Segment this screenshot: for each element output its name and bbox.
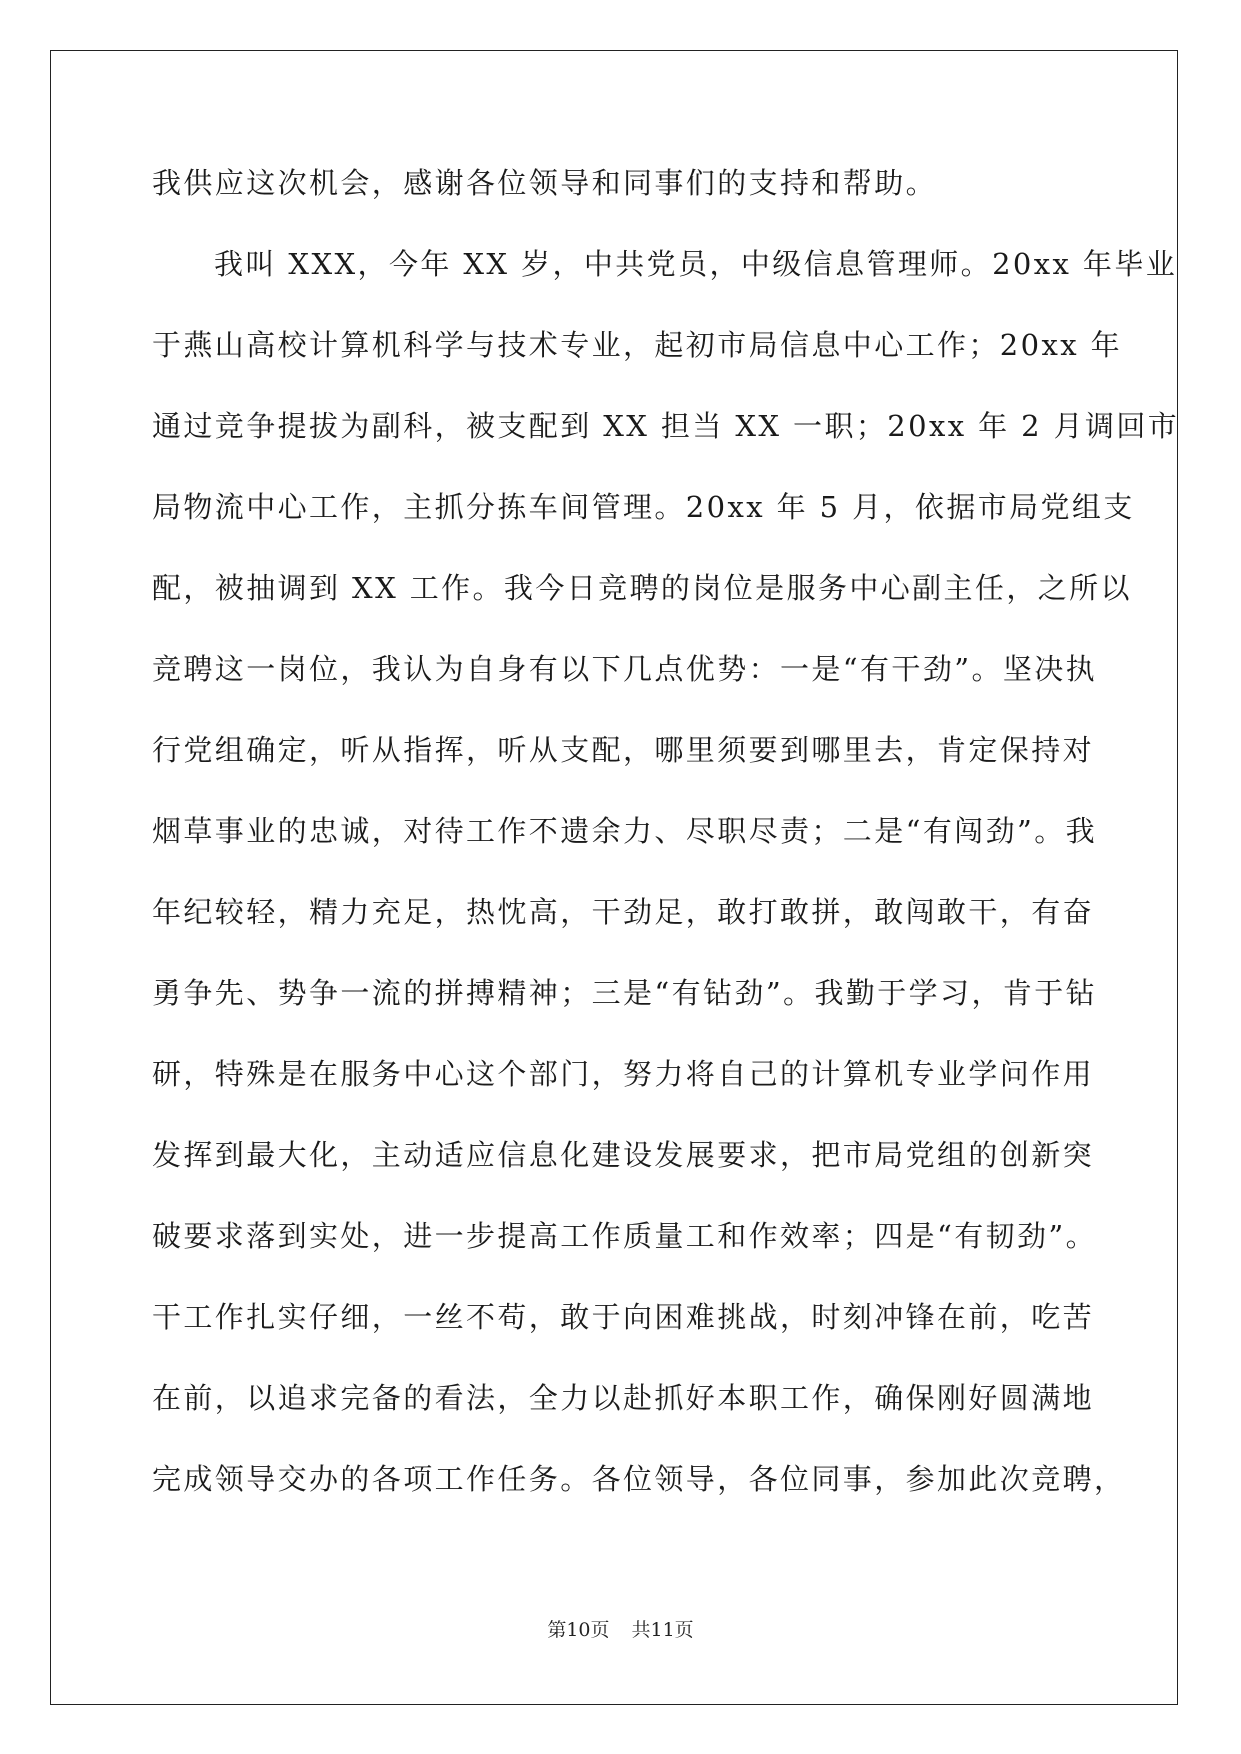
text-line: 竞聘这一岗位，我认为自身有以下几点优势：一是“有干劲”。坚决执 bbox=[152, 652, 1098, 686]
text-line: 干工作扎实仔细，一丝不苟，敢于向困难挑战，时刻冲锋在前，吃苦 bbox=[152, 1300, 1095, 1334]
document-body bbox=[152, 160, 1180, 1537]
text-line: 破要求落到实处，进一步提高工作质量工和作效率；四是“有韧劲”。 bbox=[152, 1219, 1098, 1253]
text-line: 配，被抽调到 XX 工作。我今日竞聘的岗位是服务中心副主任，之所以 bbox=[152, 571, 1132, 605]
text-line: 行党组确定，听从指挥，听从支配，哪里须要到哪里去，肯定保持对 bbox=[152, 733, 1095, 767]
text-line: 通过竞争提拔为副科，被支配到 XX 担当 XX 一职；20xx 年 2 月调回市 bbox=[152, 409, 1180, 443]
text-line: 完成领导交办的各项工作任务。各位领导，各位同事，参加此次竞聘， bbox=[152, 1462, 1126, 1496]
paragraph-first-line: 我叫 XXX，今年 XX 岁，中共党员，中级信息管理师。20xx 年毕业 bbox=[214, 247, 1178, 281]
page-number: 第10页 bbox=[547, 1619, 610, 1641]
text-line: 局物流中心工作，主抓分拣车间管理。20xx 年 5 月，依据市局党组支 bbox=[152, 490, 1135, 524]
text-line: 在前，以追求完备的看法，全力以赴抓好本职工作，确保刚好圆满地 bbox=[152, 1381, 1095, 1415]
text-line: 我供应这次机会，感谢各位领导和同事们的支持和帮助。 bbox=[152, 166, 938, 200]
text-line: 年纪较轻，精力充足，热忱高，干劲足，敢打敢拼，敢闯敢干，有奋 bbox=[152, 895, 1095, 929]
text-line: 勇争先、势争一流的拼搏精神；三是“有钻劲”。我勤于学习，肯于钻 bbox=[152, 976, 1098, 1010]
text-line: 于燕山高校计算机科学与技术专业，起初市局信息中心工作；20xx 年 bbox=[152, 328, 1123, 362]
text-line: 烟草事业的忠诚，对待工作不遗余力、尽职尽责；二是“有闯劲”。我 bbox=[152, 814, 1098, 848]
text-line: 发挥到最大化，主动适应信息化建设发展要求，把市局党组的创新突 bbox=[152, 1138, 1095, 1172]
page-footer bbox=[0, 1615, 1241, 1642]
page-total: 共11页 bbox=[631, 1619, 694, 1641]
text-line: 研，特殊是在服务中心这个部门，努力将自己的计算机专业学问作用 bbox=[152, 1057, 1095, 1091]
